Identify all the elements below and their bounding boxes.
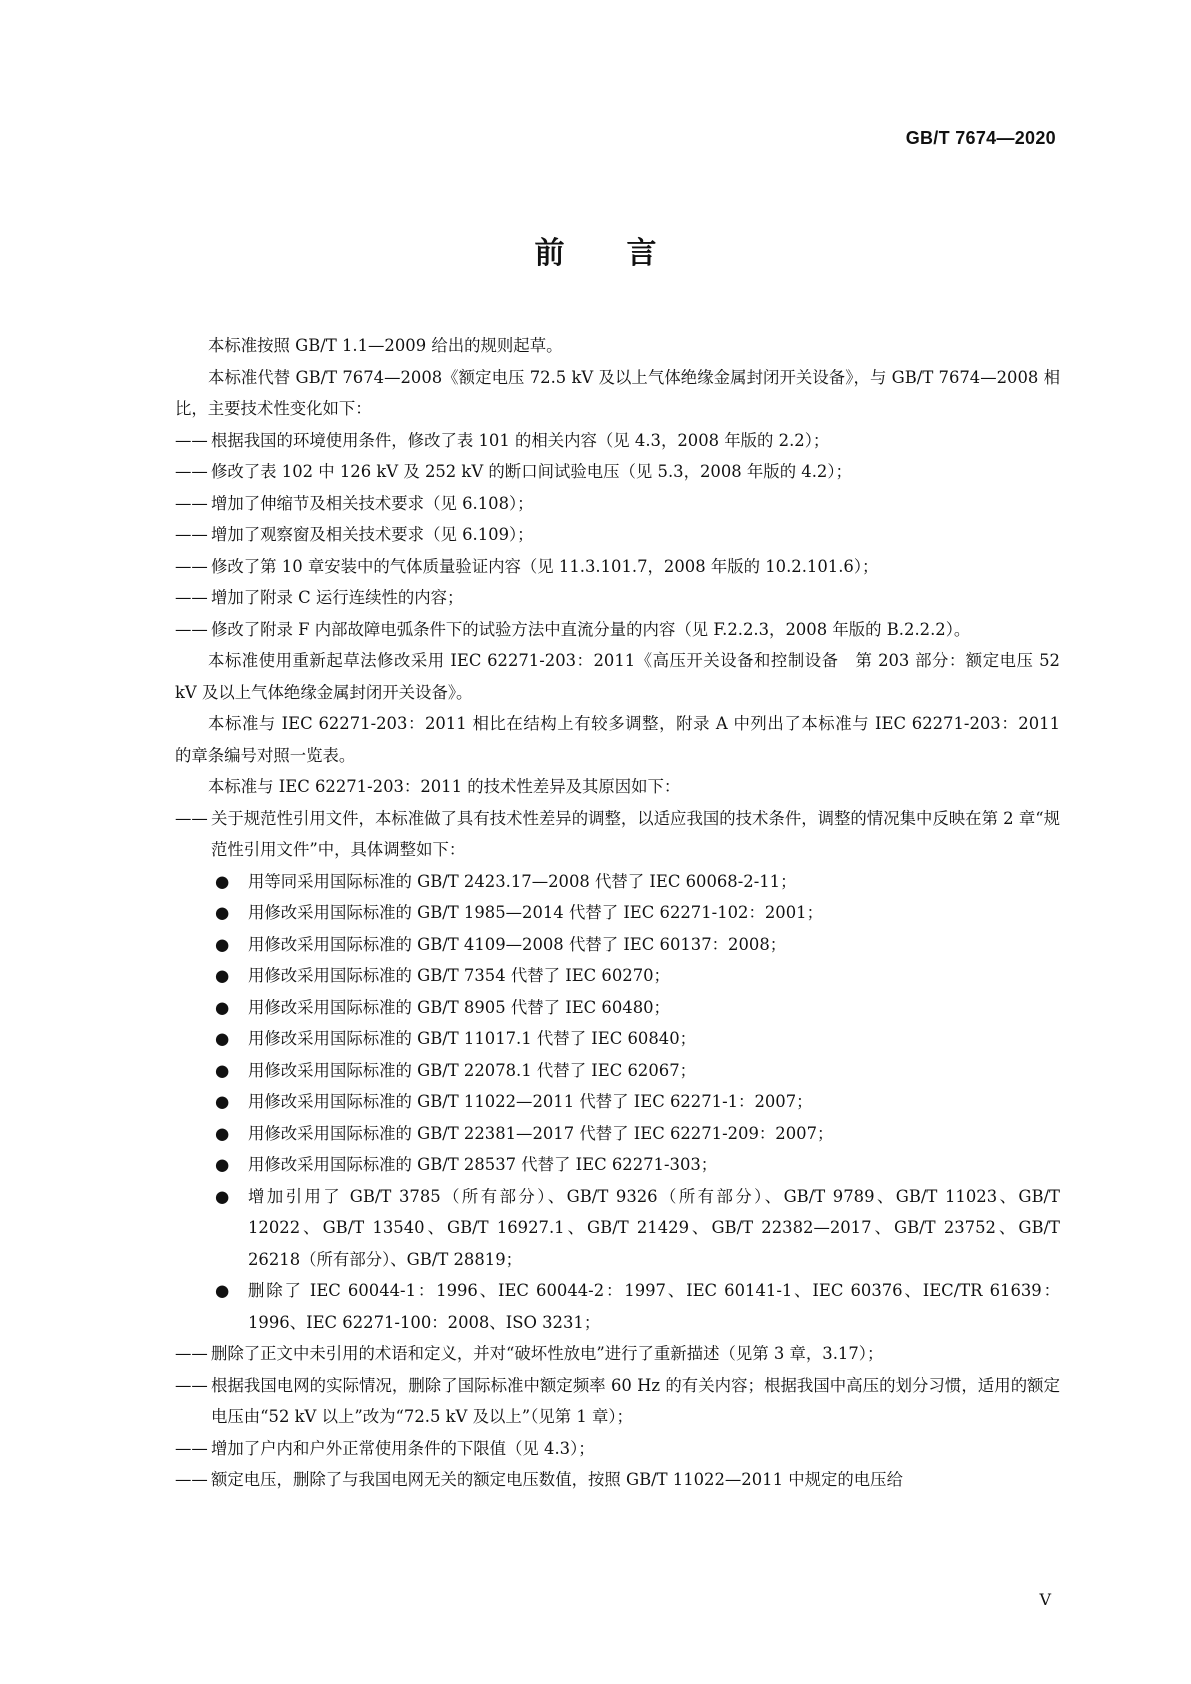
bullet-dot-icon: ● [215, 1186, 230, 1206]
bullet-text: 用等同采用国际标准的 GB/T 2423.17—2008 代替了 IEC 60068-2-11； [248, 871, 797, 891]
change-text: 修改了第 10 章安装中的气体质量验证内容（见 11.3.101.7，2008 年版的 10.2.101.6）； [211, 556, 879, 576]
difference-item [175, 1433, 1060, 1465]
paragraph-replacement: 本标准代替 GB/T 7674—2008《额定电压 72.5 kV 及以上气体绝缘金属封闭开关设备》，与 GB/T 7674—2008 相比，主要技术性变化如下： [175, 367, 1060, 418]
dash-marker: —— [175, 556, 208, 576]
dash-marker: —— [175, 493, 208, 513]
paragraph-structure: 本标准与 IEC 62271-203：2011 相比在结构上有较多调整，附录 A 中列出了本标准与 IEC 62271-203：2011 的章条编号对照一览表。 [175, 714, 1060, 765]
bullet-item [175, 1055, 1060, 1087]
standard-code: GB/T 7674—2020 [905, 128, 1056, 148]
bullet-item [175, 960, 1060, 992]
dash-marker: —— [175, 619, 208, 639]
bullet-item [175, 1023, 1060, 1055]
paragraph-adoption: 本标准使用重新起草法修改采用 IEC 62271-203：2011《高压开关设备和控制设备 第 203 部分：额定电压 52 kV 及以上气体绝缘金属封闭开关设备》。 [175, 651, 1060, 702]
change-text: 增加了附录 C 运行连续性的内容； [211, 588, 464, 607]
change-item [175, 519, 1060, 551]
title-char-1: 前 [534, 236, 565, 271]
bullet-text: 用修改采用国际标准的 GB/T 4109—2008 代替了 IEC 60137：2008； [248, 934, 787, 954]
bullet-item [175, 1149, 1060, 1181]
paragraph-drafting-rules: 本标准按照 GB/T 1.1—2009 给出的规则起草。 [208, 336, 563, 355]
bullet-text: 用修改采用国际标准的 GB/T 11022—2011 代替了 IEC 62271-1：2007； [248, 1092, 813, 1111]
title-char-2: 言 [626, 236, 657, 271]
change-item [175, 488, 1060, 520]
bullet-text: 增加引用了 GB/T 3785（所有部分）、GB/T 9326（所有部分）、GB/T 9789、GB/T 11023、GB/T 12022、GB/T 13540、GB/T 16927.1、GB/T 21429、GB/T 22382—2017、GB/T 23752、GB/T 26218（所有部分）、GB/T 28819； [248, 1186, 1060, 1269]
difference-item [175, 1370, 1060, 1433]
difference-text: 额定电压，删除了与我国电网无关的额定电压数值，按照 GB/T 11022—2011 中规定的电压给 [211, 1470, 903, 1489]
dash-marker: —— [175, 1344, 208, 1363]
dash-marker: —— [175, 808, 208, 828]
dash-marker: —— [175, 430, 208, 450]
dash-marker: —— [175, 525, 208, 544]
difference-text: 根据我国电网的实际情况，删除了国际标准中额定频率 60 Hz 的有关内容；根据我国中高压的划分习惯，适用的额定电压由“52 kV 以上”改为“72.5 kV 及以上”（见第 1 章）； [211, 1375, 1060, 1426]
dash-marker: —— [175, 1375, 208, 1395]
bullet-text: 用修改采用国际标准的 GB/T 8905 代替了 IEC 60480； [248, 997, 670, 1017]
bullet-dot-icon: ● [215, 871, 230, 891]
difference-text: 增加了户内和户外正常使用条件的下限值（见 4.3）； [211, 1438, 595, 1458]
change-text: 修改了表 102 中 126 kV 及 252 kV 的断口间试验电压（见 5.3，2008 年版的 4.2）； [211, 462, 852, 481]
bullet-dot-icon: ● [215, 966, 230, 985]
change-text: 增加了伸缩节及相关技术要求（见 6.108）； [211, 493, 534, 513]
bullet-text: 用修改采用国际标准的 GB/T 28537 代替了 IEC 62271-303； [248, 1155, 718, 1174]
change-item [175, 614, 1060, 646]
difference-text: 关于规范性引用文件，本标准做了具有技术性差异的调整，以适应我国的技术条件，调整的情况集中反映在第 2 章“规范性引用文件”中，具体调整如下： [211, 808, 1060, 859]
bullet-dot-icon: ● [215, 1092, 230, 1111]
dash-marker: —— [175, 588, 208, 607]
paragraph-differences: 本标准与 IEC 62271-203：2011 的技术性差异及其原因如下： [208, 777, 681, 796]
difference-item [175, 1464, 1060, 1496]
dash-marker: —— [175, 1438, 208, 1458]
document-body [175, 330, 1060, 1496]
bullet-dot-icon: ● [215, 1060, 230, 1080]
change-text: 修改了附录 F 内部故障电弧条件下的试验方法中直流分量的内容（见 F.2.2.3，2008 年版的 B.2.2.2）。 [211, 619, 971, 639]
bullet-item [175, 1086, 1060, 1118]
bullet-item [175, 897, 1060, 929]
change-item [175, 425, 1060, 457]
bullet-item [175, 1181, 1060, 1276]
difference-text: 删除了正文中未引用的术语和定义，并对“破坏性放电”进行了重新描述（见第 3 章，3.17）； [211, 1344, 884, 1363]
bullet-dot-icon: ● [215, 934, 230, 954]
bullet-dot-icon: ● [215, 1281, 230, 1300]
change-item [175, 551, 1060, 583]
bullet-text: 用修改采用国际标准的 GB/T 22078.1 代替了 IEC 62067； [248, 1060, 697, 1080]
bullet-text: 用修改采用国际标准的 GB/T 7354 代替了 IEC 60270； [248, 966, 670, 985]
change-item [175, 582, 1060, 614]
bullet-item [175, 1275, 1060, 1338]
bullet-dot-icon: ● [215, 1155, 230, 1174]
dash-marker: —— [175, 462, 208, 481]
bullet-item [175, 929, 1060, 961]
change-text: 增加了观察窗及相关技术要求（见 6.109）； [211, 525, 534, 544]
bullet-text: 用修改采用国际标准的 GB/T 11017.1 代替了 IEC 60840； [248, 1029, 697, 1048]
bullet-dot-icon: ● [215, 997, 230, 1017]
bullet-text: 用修改采用国际标准的 GB/T 1985—2014 代替了 IEC 62271-102：2001； [248, 903, 823, 922]
page-title [0, 228, 1191, 272]
change-item [175, 456, 1060, 488]
bullet-item [175, 992, 1060, 1024]
dash-marker: —— [175, 1470, 208, 1489]
difference-item [175, 1338, 1060, 1370]
difference-item [175, 803, 1060, 866]
bullet-dot-icon: ● [215, 1123, 230, 1143]
bullet-item [175, 1118, 1060, 1150]
bullet-text: 用修改采用国际标准的 GB/T 22381—2017 代替了 IEC 62271-209：2007； [248, 1123, 834, 1143]
change-text: 根据我国的环境使用条件，修改了表 101 的相关内容（见 4.3，2008 年版的 2.2）； [211, 430, 830, 450]
bullet-text: 删除了 IEC 60044-1：1996、IEC 60044-2：1997、IEC 60141-1、IEC 60376、IEC/TR 61639：1996、IEC 62271-100：2008、ISO 3231； [248, 1281, 1060, 1332]
bullet-dot-icon: ● [215, 1029, 230, 1048]
page-number: V [1039, 1590, 1051, 1609]
bullet-item [175, 866, 1060, 898]
bullet-dot-icon: ● [215, 903, 230, 922]
